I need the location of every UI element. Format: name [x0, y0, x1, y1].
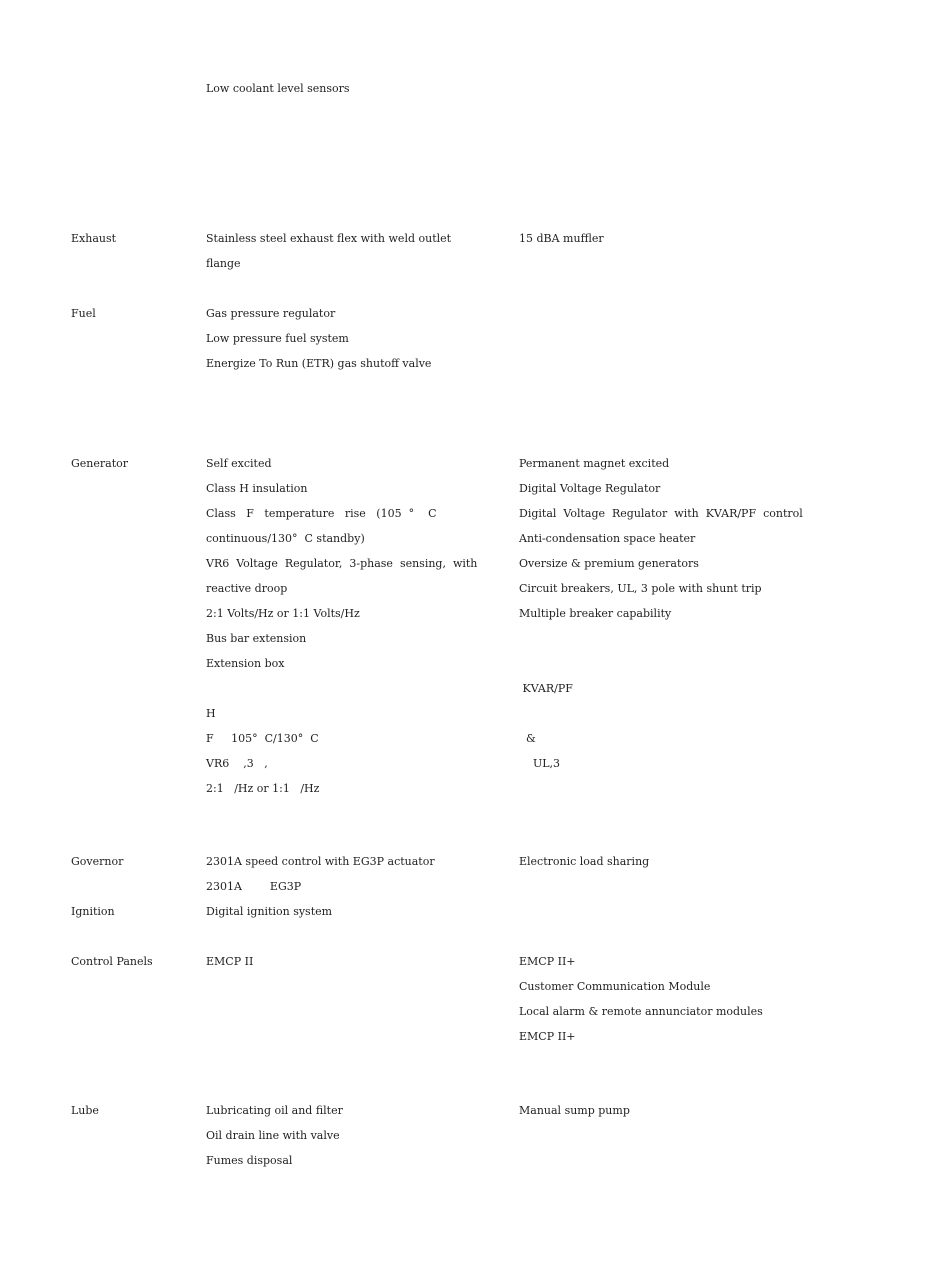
standard-item: Stainless steel exhaust flex with weld outlet	[206, 232, 452, 245]
category-label-cn	[71, 874, 201, 899]
category-column	[71, 899, 201, 949]
optional-item: Digital Voltage Regulator with KVAR/PF control	[519, 507, 803, 520]
optional-item: Permanent magnet excited	[519, 457, 670, 470]
optional-item	[519, 701, 849, 726]
optional-item: Multiple breaker capability	[519, 607, 672, 620]
optional-item	[519, 874, 849, 899]
category-label: Control Panels	[71, 955, 153, 968]
standard-item	[206, 1173, 506, 1198]
optional-item: Digital Voltage Regulator	[519, 482, 661, 495]
standard-item: continuous/130° C standby)	[206, 532, 365, 545]
standard-equipment-column	[206, 949, 506, 974]
optional-item: Electronic load sharing	[519, 855, 650, 868]
optional-equipment-column	[519, 1098, 849, 1148]
category-label: Ignition	[71, 905, 115, 918]
category-label-cn	[71, 251, 201, 276]
optional-equipment-column	[519, 226, 849, 251]
optional-item	[519, 651, 849, 676]
optional-item: Local alarm & remote annunciator modules	[519, 1005, 763, 1018]
optional-item	[519, 776, 849, 801]
standard-item	[206, 924, 506, 949]
optional-item: Circuit breakers, UL, 3 pole with shunt trip	[519, 582, 762, 595]
standard-item	[206, 401, 506, 426]
standard-item: Lubricating oil and filter	[206, 1104, 343, 1117]
standard-item: VR6 ,3 ,	[206, 757, 268, 770]
standard-item	[206, 826, 506, 851]
category-column	[71, 226, 201, 276]
optional-item: Manual sump pump	[519, 1104, 630, 1117]
category-label-cn	[71, 974, 201, 999]
optional-item: EMCP II+	[519, 1030, 576, 1043]
optional-item	[519, 626, 849, 651]
standard-item: 2:1 /Hz or 1:1 /Hz	[206, 782, 320, 795]
standard-item	[206, 101, 506, 126]
standard-item: Low pressure fuel system	[206, 332, 349, 345]
standard-item: Class F temperature rise (105 ° C	[206, 507, 437, 520]
standard-equipment-column	[206, 899, 506, 949]
standard-item: flange	[206, 257, 241, 270]
standard-item: reactive droop	[206, 582, 288, 595]
optional-item: Anti-condensation space heater	[519, 532, 696, 545]
standard-item: H	[206, 707, 216, 720]
standard-item	[206, 151, 506, 176]
category-column	[71, 1098, 201, 1148]
optional-equipment-column	[519, 451, 849, 801]
standard-item	[206, 801, 506, 826]
category-column	[71, 949, 201, 999]
standard-item: Energize To Run (ETR) gas shutoff valve	[206, 357, 432, 370]
standard-item: 2:1 Volts/Hz or 1:1 Volts/Hz	[206, 607, 360, 620]
category-label: Lube	[71, 1104, 99, 1117]
optional-item: &	[519, 732, 536, 745]
category-label: Fuel	[71, 307, 96, 320]
standard-equipment-column	[206, 1098, 506, 1248]
optional-equipment-column	[519, 949, 849, 1099]
category-label-cn	[71, 924, 201, 949]
standard-item: EMCP II	[206, 955, 254, 968]
standard-equipment-column	[206, 226, 506, 301]
category-column	[71, 451, 201, 501]
optional-item	[519, 1123, 849, 1148]
category-label: Generator	[71, 457, 129, 470]
standard-item: Digital ignition system	[206, 905, 333, 918]
category-label: Exhaust	[71, 232, 117, 245]
standard-equipment-column	[206, 301, 506, 451]
optional-equipment-column	[519, 849, 849, 899]
standard-item	[206, 1223, 506, 1248]
standard-item: 2301A EG3P	[206, 880, 302, 893]
standard-equipment-column	[206, 451, 506, 851]
standard-item	[206, 201, 506, 226]
standard-item: Class H insulation	[206, 482, 308, 495]
standard-item: Low coolant level sensors	[206, 82, 350, 95]
standard-item	[206, 376, 506, 401]
category-column	[71, 849, 201, 899]
category-label-cn	[71, 1123, 201, 1148]
category-label-cn	[71, 476, 201, 501]
standard-item: F 105° C/130° C	[206, 732, 319, 745]
standard-item	[206, 126, 506, 151]
optional-item	[519, 1049, 849, 1074]
standard-item: Oil drain line with valve	[206, 1129, 340, 1142]
standard-item: Bus bar extension	[206, 632, 307, 645]
optional-item: UL,3	[519, 757, 561, 770]
standard-item: Extension box	[206, 657, 285, 670]
category-label: Governor	[71, 855, 124, 868]
standard-item: 2301A speed control with EG3P actuator	[206, 855, 435, 868]
standard-item	[206, 676, 506, 701]
optional-item: Customer Communication Module	[519, 980, 711, 993]
optional-item: EMCP II+	[519, 955, 576, 968]
optional-item: Oversize & premium generators	[519, 557, 699, 570]
optional-item: KVAR/PF	[519, 682, 573, 695]
standard-item	[206, 426, 506, 451]
standard-item	[206, 1198, 506, 1223]
standard-item	[206, 276, 506, 301]
category-column	[71, 301, 201, 351]
standard-item: Gas pressure regulator	[206, 307, 336, 320]
optional-item	[519, 1074, 849, 1099]
standard-item: VR6 Voltage Regulator, 3-phase sensing, with	[206, 557, 478, 570]
standard-item: Fumes disposal	[206, 1154, 293, 1167]
standard-item: Self excited	[206, 457, 272, 470]
standard-equipment-column	[206, 849, 506, 899]
standard-item	[206, 176, 506, 201]
category-label-cn	[71, 326, 201, 351]
standard-equipment-column	[206, 76, 506, 226]
optional-item: 15 dBA muffler	[519, 232, 608, 245]
